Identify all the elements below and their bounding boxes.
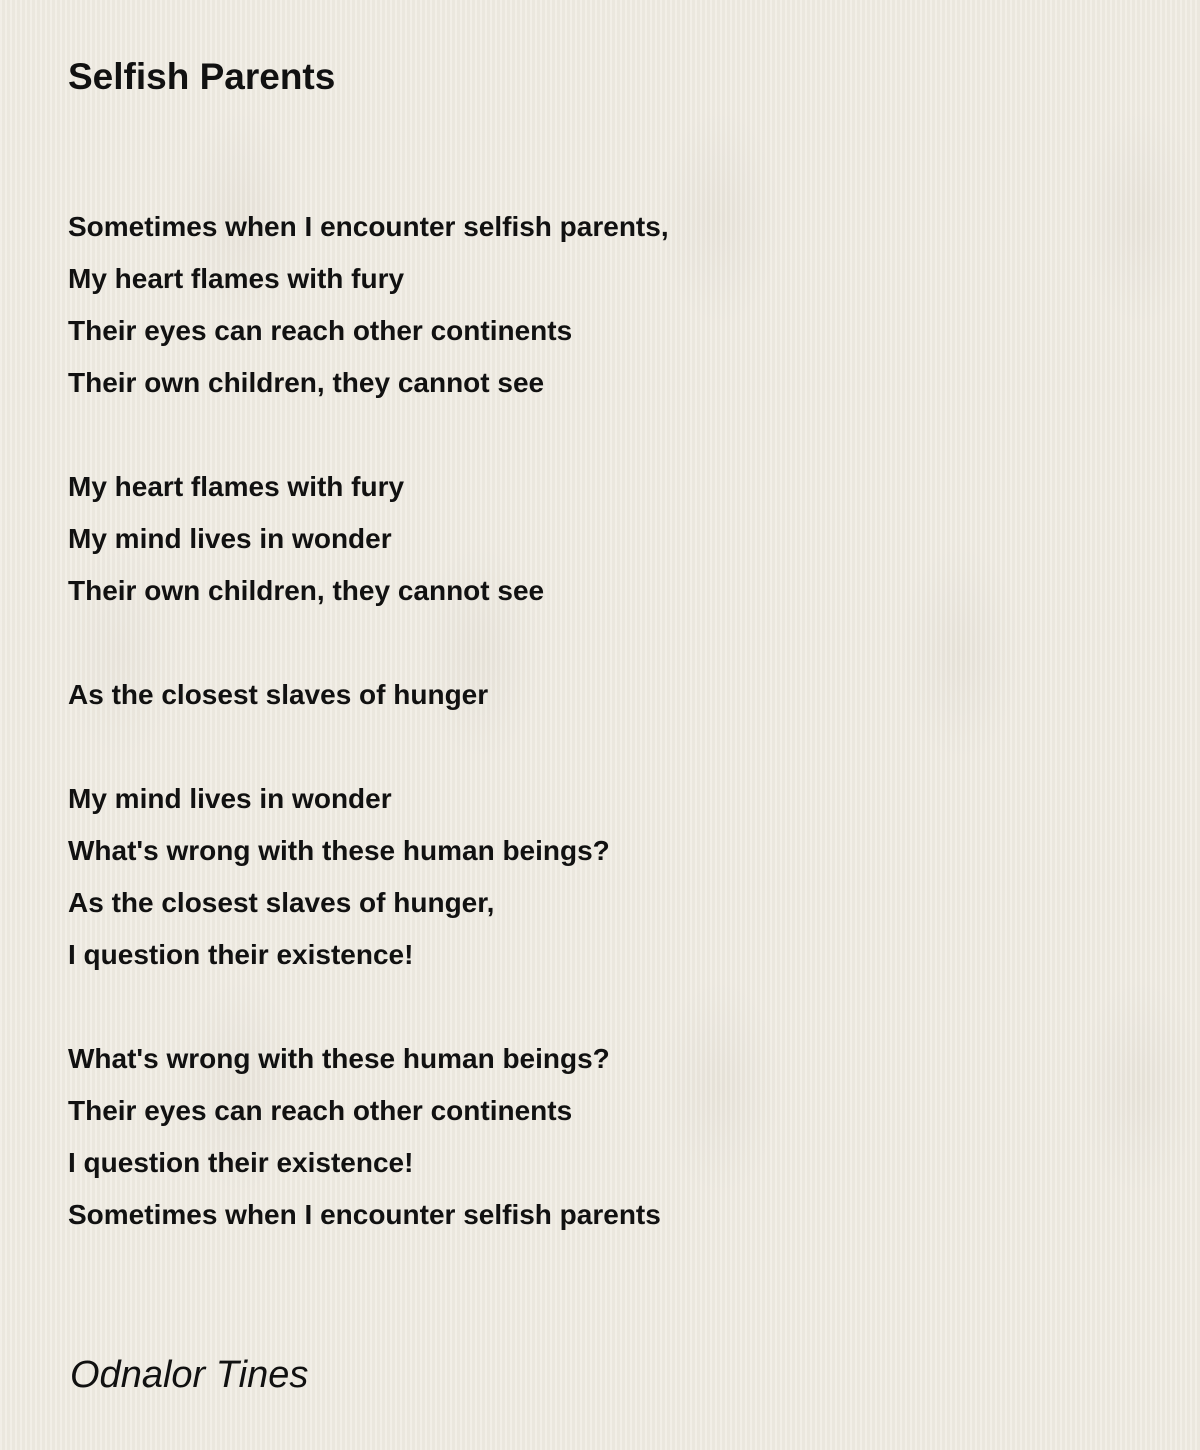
poem-line: Their own children, they cannot see — [68, 575, 545, 606]
poem-line: As the closest slaves of hunger — [68, 679, 489, 710]
stanza-1 — [68, 201, 669, 409]
poem-line: My mind lives in wonder — [68, 783, 392, 814]
stanza-2 — [68, 461, 669, 617]
poem-line: What's wrong with these human beings? — [68, 1043, 610, 1074]
stanza-5 — [68, 1033, 669, 1241]
poem-line: I question their existence! — [68, 939, 414, 970]
poem-line: Sometimes when I encounter selfish parents, — [68, 211, 669, 242]
poem-line: My heart flames with fury — [68, 263, 405, 294]
poem-line: Their own children, they cannot see — [68, 367, 545, 398]
poem-line: What's wrong with these human beings? — [68, 835, 610, 866]
stanza-4 — [68, 773, 669, 981]
poem-line: As the closest slaves of hunger, — [68, 887, 495, 918]
stanza-3 — [68, 669, 669, 721]
poem-line: Their eyes can reach other continents — [68, 1095, 573, 1126]
poem-line: My mind lives in wonder — [68, 523, 392, 554]
poem-author: Odnalor Tines — [70, 1354, 309, 1396]
poem-line: I question their existence! — [68, 1147, 414, 1178]
poem-body — [68, 201, 669, 1293]
poem-line: Sometimes when I encounter selfish parents — [68, 1199, 661, 1230]
poem-title: Selfish Parents — [68, 56, 336, 97]
poem-line: Their eyes can reach other continents — [68, 315, 573, 346]
poem-line: My heart flames with fury — [68, 471, 405, 502]
